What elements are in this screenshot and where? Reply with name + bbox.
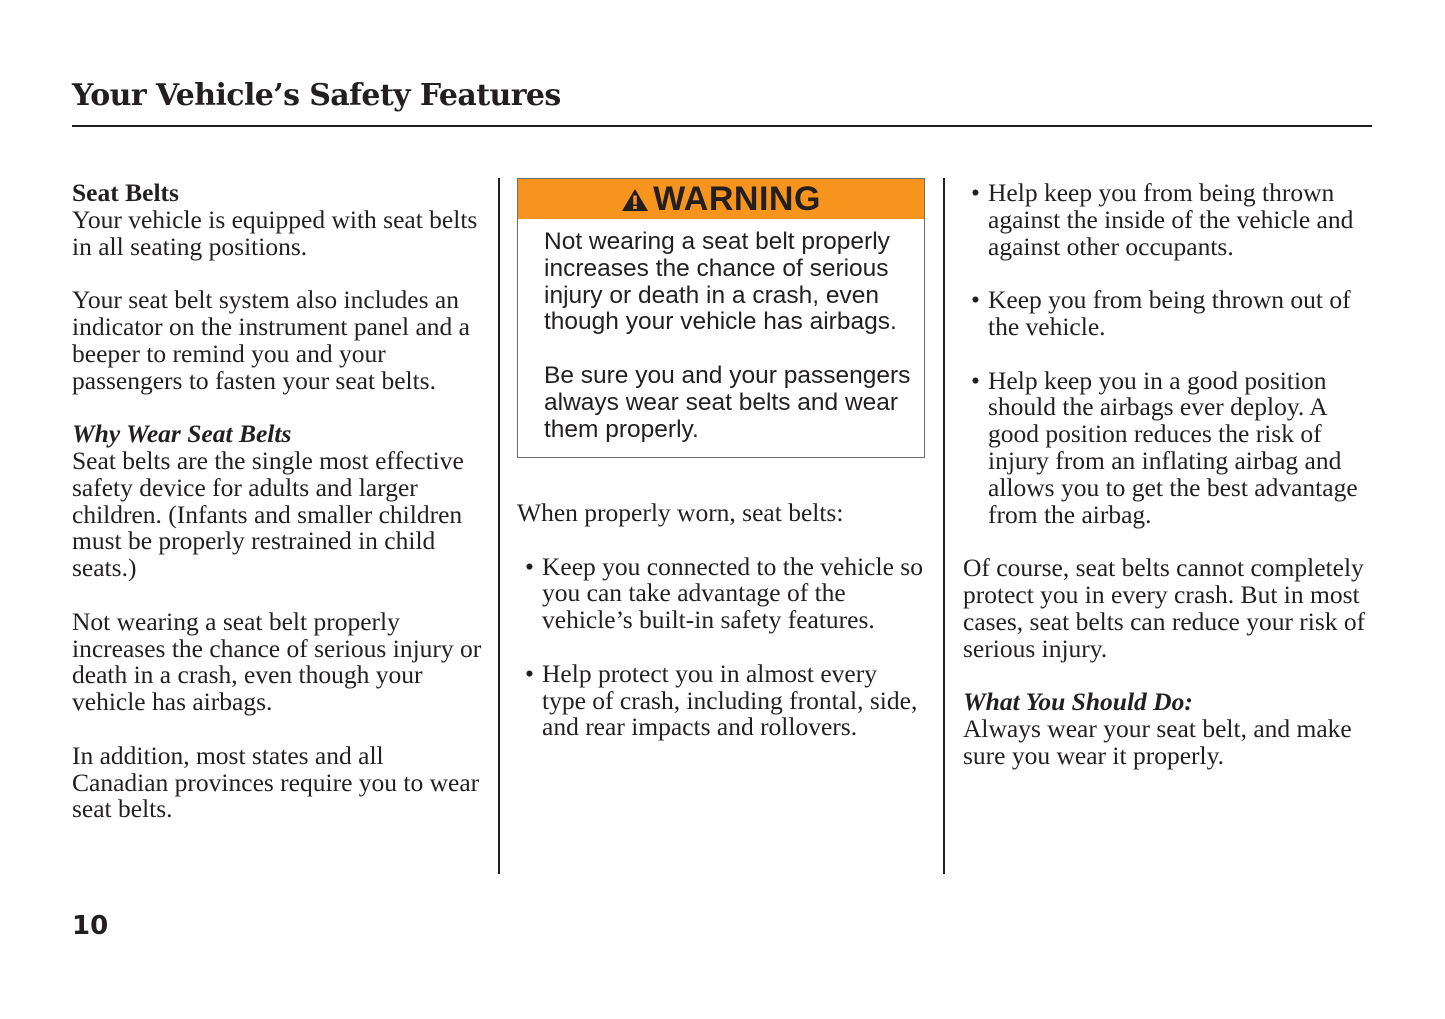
warning-paragraph-1: Not wearing a seat belt properly increases the chance of serious injury or death in a crash, even though your vehicle has airbags.	[544, 228, 897, 336]
left-paragraph-3: Seat belts are the single most effective safety device for adults and larger children. (Infants and smaller children must be properly restrained in child seats.)	[72, 445, 464, 583]
middle-column	[517, 500, 927, 768]
list-item: • Keep you from being thrown out of the vehicle.	[963, 287, 1372, 341]
left-paragraph-4: Not wearing a seat belt properly increases the chance of serious injury or death in a crash, even though your vehicle has airbags.	[72, 606, 482, 717]
left-paragraph-1: Your vehicle is equipped with seat belts in all seating positions.	[72, 204, 478, 261]
right-paragraph-2: Always wear your seat belt, and make sure you wear it properly.	[963, 713, 1352, 770]
list-item: • Help keep you from being thrown against the inside of the vehicle and against other occupants.	[963, 180, 1372, 260]
seat-belts-heading: Seat Belts	[72, 178, 179, 207]
list-item: • Keep you connected to the vehicle so you can take advantage of the vehicle’s built-in safety features.	[517, 554, 927, 634]
warning-body	[518, 219, 924, 443]
warning-header	[518, 179, 924, 219]
list-item: • Help keep you in a good position should the airbags ever deploy. A good position reduces the risk of injury from an inflating airbag and allows you to get the best advantage from the airbag.	[963, 368, 1372, 529]
column-divider-left	[498, 178, 500, 874]
column-divider-right	[943, 178, 945, 874]
list-item: • Help protect you in almost every type of crash, including frontal, side, and rear impacts and rollovers.	[517, 661, 927, 741]
why-wear-subheading: Why Wear Seat Belts	[72, 419, 292, 449]
left-paragraph-5: In addition, most states and all Canadian provinces require you to wear seat belts.	[72, 740, 480, 824]
warning-label: WARNING	[653, 179, 821, 218]
warning-box	[517, 178, 925, 458]
right-bullet-list	[963, 180, 1372, 528]
left-paragraph-2: Your seat belt system also includes an indicator on the instrument panel and a beeper to remind you and your passengers to fasten your seat belts.	[72, 285, 470, 395]
right-column	[963, 180, 1372, 770]
page-title: Your Vehicle’s Safety Features	[72, 78, 561, 113]
what-to-do-subheading: What You Should Do:	[963, 687, 1193, 717]
left-column	[72, 180, 484, 823]
page-number: 10	[72, 911, 109, 941]
middle-bullet-list	[517, 551, 927, 742]
header-rule	[72, 125, 1372, 127]
warning-triangle-icon	[621, 188, 649, 212]
middle-intro: When properly worn, seat belts:	[517, 498, 844, 527]
right-paragraph-1: Of course, seat belts cannot completely protect you in every crash. But in most cases, seat belts can reduce your risk of serious injury.	[963, 553, 1366, 663]
warning-paragraph-2: Be sure you and your passengers always wear seat belts and wear them properly.	[544, 361, 911, 443]
